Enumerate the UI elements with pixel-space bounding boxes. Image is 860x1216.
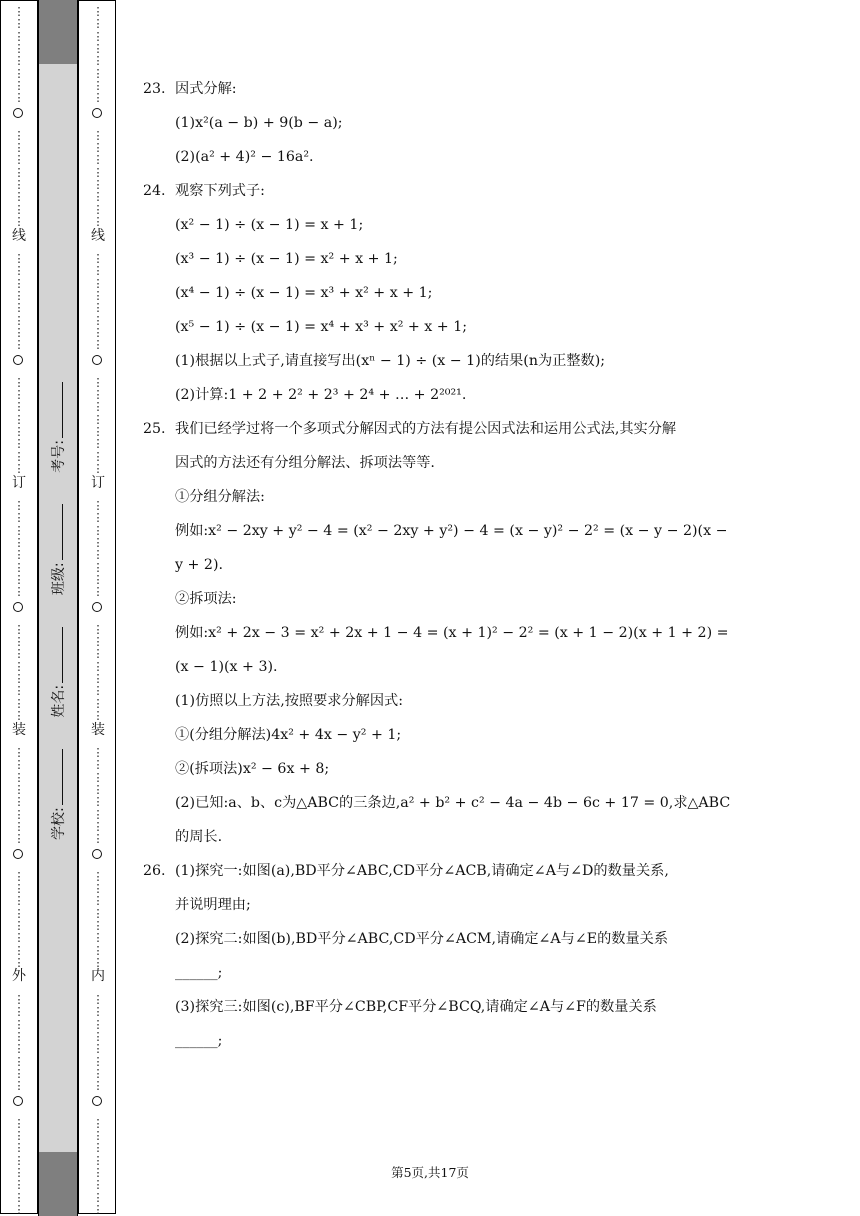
binding-dots: ⋮ [13, 165, 25, 179]
binding-circle-icon [92, 355, 102, 365]
outer-mark-xian: 线 [12, 228, 26, 244]
binding-dots: ⋮ [92, 906, 104, 920]
binding-dots: ⋮ [92, 301, 104, 315]
binding-dots: ⋮ [92, 548, 104, 562]
binding-circle-icon [13, 849, 23, 859]
binding-dots: ⋮ [92, 585, 104, 599]
binding-dots: ⋮ [92, 918, 104, 932]
question-number: 24. [143, 183, 166, 199]
question-part: (1)仿照以上方法,按照要求分解因式: [175, 693, 404, 709]
question-part: (1)根据以上式子,请直接写出(xⁿ − 1) ÷ (x − 1)的结果(n为正整数); [175, 353, 606, 369]
binding-dots: ⋮ [13, 177, 25, 191]
binding-dots: ⋮ [92, 252, 104, 265]
inner-mark-nei: 内 [91, 968, 105, 984]
binding-circle-icon [92, 108, 102, 118]
binding-dots: ⋮ [92, 1042, 104, 1056]
binding-dots: ⋮ [92, 770, 104, 784]
binding-dots: ⋮ [13, 1005, 25, 1019]
binding-dots: ⋮ [92, 79, 104, 93]
example-line: y + 2). [175, 557, 223, 573]
binding-dots: ⋮ [92, 894, 104, 908]
binding-dots: ⋮ [92, 696, 104, 710]
binding-dots: ⋮ [13, 1116, 25, 1130]
binding-dots: ⋮ [92, 140, 104, 154]
question-part: (3)探究三:如图(c),BF平分∠CBP,CF平分∠BCQ,请确定∠A与∠F的数量关系 [175, 999, 657, 1015]
binding-dots: ⋮ [92, 165, 104, 179]
formula-line: (x⁵ − 1) ÷ (x − 1) = x⁴ + x³ + x² + x + 1; [175, 319, 468, 335]
class-field[interactable] [48, 502, 68, 595]
question-part: 的周长. [175, 829, 223, 845]
binding-circle-icon [92, 849, 102, 859]
binding-dots: ⋮ [13, 820, 25, 834]
binding-dots: ⋮ [13, 1017, 25, 1031]
binding-dots: ⋮ [92, 993, 104, 1006]
binding-dots: ⋮ [13, 536, 25, 550]
binding-dots: ⋮ [92, 375, 104, 389]
school-label: 学校: [51, 807, 67, 840]
binding-dots: ⋮ [13, 1054, 25, 1068]
binding-dots: ⋮ [92, 869, 104, 883]
exam-number-field[interactable] [48, 380, 68, 473]
binding-dots: ⋮ [13, 708, 25, 722]
binding-dots: ⋮ [13, 54, 25, 68]
binding-dots: ⋮ [13, 881, 25, 895]
binding-dots: ⋮ [92, 42, 104, 56]
inner-mark-xian: 线 [91, 228, 105, 244]
binding-circle-icon [13, 1096, 23, 1106]
binding-dots: ⋮ [13, 91, 25, 105]
binding-dots: ⋮ [92, 832, 104, 846]
binding-dots: ⋮ [13, 1165, 25, 1179]
page-footer: 第5页,共17页 [391, 1165, 469, 1180]
binding-dots: ⋮ [92, 338, 104, 352]
outer-mark-ding: 订 [12, 475, 26, 491]
outer-binding-marks [0, 0, 38, 1216]
binding-dots: ⋮ [13, 622, 25, 636]
outer-mark-zhuang: 装 [12, 722, 26, 738]
binding-dots: ⋮ [13, 1190, 25, 1204]
question-text: 我们已经学过将一个多项式分解因式的方法有提公因式法和运用公式法,其实分解 [175, 421, 677, 437]
binding-dots: ⋮ [92, 264, 104, 278]
binding-circle-icon [13, 602, 23, 612]
binding-dots: ⋮ [13, 746, 25, 759]
answer-blank[interactable]: ______; [175, 965, 223, 981]
binding-dots: ⋮ [92, 746, 104, 759]
binding-dots: ⋮ [92, 684, 104, 698]
formula-line: (x⁴ − 1) ÷ (x − 1) = x³ + x² + x + 1; [175, 285, 433, 301]
strip-top-block [38, 0, 78, 64]
binding-dots: ⋮ [13, 202, 25, 216]
binding-dots: ⋮ [13, 412, 25, 426]
binding-dots: ⋮ [13, 1042, 25, 1056]
binding-dots: ⋮ [92, 1128, 104, 1142]
question-26 [143, 854, 723, 1058]
binding-dots: ⋮ [13, 153, 25, 167]
student-info-fields [40, 380, 76, 840]
binding-dots: ⋮ [92, 1054, 104, 1068]
question-text: 因式分解: [175, 81, 237, 97]
method-heading: ②拆项法: [175, 591, 237, 607]
binding-dots: ⋮ [13, 400, 25, 414]
binding-dots: ⋮ [92, 943, 104, 957]
binding-dots: ⋮ [92, 1079, 104, 1093]
binding-dots: ⋮ [92, 560, 104, 574]
binding-dots: ⋮ [13, 289, 25, 303]
binding-dots: ⋮ [13, 66, 25, 80]
binding-dots: ⋮ [92, 1178, 104, 1192]
binding-dots: ⋮ [92, 931, 104, 945]
binding-dots: ⋮ [13, 449, 25, 463]
binding-dots: ⋮ [92, 1017, 104, 1031]
binding-circle-icon [92, 602, 102, 612]
binding-dots: ⋮ [92, 1202, 104, 1216]
binding-dots: ⋮ [92, 54, 104, 68]
binding-dots: ⋮ [92, 214, 104, 228]
binding-dots: ⋮ [13, 684, 25, 698]
binding-dots: ⋮ [13, 993, 25, 1006]
binding-dots: ⋮ [92, 276, 104, 290]
outer-mark-wai: 外 [12, 968, 26, 984]
binding-dots: ⋮ [92, 511, 104, 525]
binding-dots: ⋮ [13, 955, 25, 969]
binding-dots: ⋮ [92, 400, 104, 414]
binding-dots: ⋮ [92, 128, 104, 142]
binding-dots: ⋮ [92, 17, 104, 31]
binding-dots: ⋮ [92, 91, 104, 105]
binding-dots: ⋮ [92, 955, 104, 969]
binding-dots: ⋮ [13, 1030, 25, 1044]
binding-dots: ⋮ [13, 338, 25, 352]
question-part: 并说明理由; [175, 897, 251, 913]
binding-dots: ⋮ [13, 29, 25, 43]
binding-dots: ⋮ [13, 585, 25, 599]
binding-dots: ⋮ [92, 1190, 104, 1204]
binding-dots: ⋮ [13, 252, 25, 265]
binding-dots: ⋮ [13, 634, 25, 648]
binding-dots: ⋮ [92, 66, 104, 80]
binding-dots: ⋮ [92, 1030, 104, 1044]
binding-dots: ⋮ [13, 758, 25, 772]
binding-dots: ⋮ [13, 190, 25, 204]
binding-dots: ⋮ [92, 437, 104, 451]
binding-dots: ⋮ [13, 795, 25, 809]
binding-circle-icon [92, 1096, 102, 1106]
name-field[interactable] [48, 625, 68, 718]
question-text: 观察下列式子: [175, 183, 265, 199]
binding-dots: ⋮ [13, 214, 25, 228]
question-part: (1)探究一:如图(a),BD平分∠ABC,CD平分∠ACB,请确定∠A与∠D的数量关系, [175, 863, 669, 879]
binding-dots: ⋮ [13, 1128, 25, 1142]
binding-dots: ⋮ [92, 622, 104, 636]
binding-dots: ⋮ [13, 387, 25, 401]
binding-dots: ⋮ [13, 770, 25, 784]
binding-circle-icon [13, 108, 23, 118]
binding-dots: ⋮ [13, 918, 25, 932]
binding-dots: ⋮ [92, 807, 104, 821]
binding-dots: ⋮ [92, 659, 104, 673]
binding-dots: ⋮ [92, 708, 104, 722]
binding-dots: ⋮ [13, 832, 25, 846]
question-23 [143, 72, 723, 174]
binding-dots: ⋮ [13, 1153, 25, 1167]
binding-dots: ⋮ [13, 1079, 25, 1093]
binding-dots: ⋮ [92, 449, 104, 463]
binding-dots: ⋮ [13, 42, 25, 56]
binding-dots: ⋮ [92, 461, 104, 475]
binding-dots: ⋮ [13, 511, 25, 525]
question-number: 26. [143, 863, 166, 879]
answer-blank[interactable]: ______; [175, 1033, 223, 1049]
binding-dots: ⋮ [13, 906, 25, 920]
school-field[interactable] [48, 747, 68, 840]
question-number: 23. [143, 81, 166, 97]
question-part: ②(拆项法)x² − 6x + 8; [175, 761, 330, 777]
question-text: 因式的方法还有分组分解法、拆项法等等. [175, 455, 435, 471]
question-part: ①(分组分解法)4x² + 4x − y² + 1; [175, 727, 402, 743]
binding-dots: ⋮ [13, 301, 25, 315]
binding-dots: ⋮ [13, 659, 25, 673]
method-heading: ①分组分解法: [175, 489, 265, 505]
binding-dots: ⋮ [92, 1153, 104, 1167]
page-content [143, 72, 731, 1058]
binding-dots: ⋮ [13, 943, 25, 957]
question-25 [143, 412, 731, 854]
formula-line: (x³ − 1) ÷ (x − 1) = x² + x + 1; [175, 251, 398, 267]
binding-dots: ⋮ [13, 1141, 25, 1155]
binding-dots: ⋮ [92, 326, 104, 340]
binding-dots: ⋮ [13, 276, 25, 290]
binding-dots: ⋮ [13, 869, 25, 883]
binding-dots: ⋮ [13, 264, 25, 278]
binding-dots: ⋮ [13, 313, 25, 327]
binding-dots: ⋮ [92, 1165, 104, 1179]
binding-dots: ⋮ [13, 326, 25, 340]
binding-dots: ⋮ [13, 560, 25, 574]
exam-number-label: 考号: [51, 440, 67, 473]
binding-dots: ⋮ [92, 5, 104, 18]
binding-dots: ⋮ [13, 5, 25, 18]
binding-dots: ⋮ [92, 1141, 104, 1155]
binding-dots: ⋮ [13, 807, 25, 821]
binding-dots: ⋮ [92, 536, 104, 550]
binding-dots: ⋮ [92, 412, 104, 426]
example-line: 例如:x² + 2x − 3 = x² + 2x + 1 − 4 = (x + 1)² − 2² = (x + 1 − 2)(x + 1 + 2) = [175, 625, 729, 641]
binding-dots: ⋮ [13, 461, 25, 475]
binding-dots: ⋮ [13, 573, 25, 587]
binding-dots: ⋮ [13, 696, 25, 710]
question-part: (2)探究二:如图(b),BD平分∠ABC,CD平分∠ACM,请确定∠A与∠E的数量关系 [175, 931, 669, 947]
binding-dots: ⋮ [92, 1067, 104, 1081]
binding-dots: ⋮ [92, 499, 104, 512]
binding-dots: ⋮ [13, 894, 25, 908]
question-part: (2)已知:a、b、c为△ABC的三条边,a² + b² + c² − 4a − 4b − 6c + 17 = 0,求△ABC [175, 795, 731, 811]
formula-line: (x² − 1) ÷ (x − 1) = x + 1; [175, 217, 364, 233]
binding-dots: ⋮ [92, 190, 104, 204]
binding-dots: ⋮ [13, 128, 25, 142]
binding-dots: ⋮ [13, 79, 25, 93]
binding-dots: ⋮ [92, 202, 104, 216]
binding-dots: ⋮ [13, 424, 25, 438]
binding-dots: ⋮ [92, 29, 104, 43]
question-part: (2)(a² + 4)² − 16a². [175, 149, 314, 165]
binding-dots: ⋮ [13, 1067, 25, 1081]
binding-dots: ⋮ [92, 647, 104, 661]
binding-dots: ⋮ [92, 153, 104, 167]
binding-dots: ⋮ [92, 758, 104, 772]
binding-dots: ⋮ [13, 437, 25, 451]
binding-dots: ⋮ [13, 499, 25, 512]
binding-dots: ⋮ [13, 671, 25, 685]
example-line: (x − 1)(x + 3). [175, 659, 278, 675]
binding-dots: ⋮ [13, 783, 25, 797]
binding-dots: ⋮ [13, 17, 25, 31]
question-part: (2)计算:1 + 2 + 2² + 2³ + 2⁴ + … + 2²⁰²¹. [175, 387, 467, 403]
example-line: 例如:x² − 2xy + y² − 4 = (x² − 2xy + y²) − 4 = (x − y)² − 2² = (x − y − 2)(x − [175, 523, 728, 539]
binding-dots: ⋮ [92, 387, 104, 401]
binding-dots: ⋮ [92, 573, 104, 587]
strip-bottom-block [38, 1152, 78, 1216]
inner-mark-ding: 订 [91, 475, 105, 491]
class-label: 班级: [51, 562, 67, 596]
question-part: (1)x²(a − b) + 9(b − a); [175, 115, 343, 131]
binding-dots: ⋮ [13, 1178, 25, 1192]
binding-dots: ⋮ [13, 375, 25, 389]
binding-dots: ⋮ [92, 424, 104, 438]
binding-dots: ⋮ [92, 783, 104, 797]
inner-mark-zhuang: 装 [91, 722, 105, 738]
binding-dots: ⋮ [92, 671, 104, 685]
binding-circle-icon [13, 355, 23, 365]
binding-dots: ⋮ [13, 548, 25, 562]
binding-dots: ⋮ [13, 140, 25, 154]
question-number: 25. [143, 421, 166, 437]
name-label: 姓名: [51, 684, 67, 718]
binding-dots: ⋮ [92, 313, 104, 327]
binding-dots: ⋮ [92, 523, 104, 537]
binding-dots: ⋮ [13, 931, 25, 945]
binding-dots: ⋮ [92, 177, 104, 191]
binding-dots: ⋮ [92, 881, 104, 895]
binding-dots: ⋮ [92, 289, 104, 303]
inner-binding-marks [79, 0, 117, 1216]
binding-dots: ⋮ [92, 820, 104, 834]
binding-dots: ⋮ [92, 795, 104, 809]
binding-dots: ⋮ [13, 1202, 25, 1216]
binding-dots: ⋮ [92, 634, 104, 648]
binding-dots: ⋮ [13, 647, 25, 661]
binding-dots: ⋮ [92, 1116, 104, 1130]
question-24 [143, 174, 723, 412]
binding-dots: ⋮ [92, 1005, 104, 1019]
binding-dots: ⋮ [13, 523, 25, 537]
